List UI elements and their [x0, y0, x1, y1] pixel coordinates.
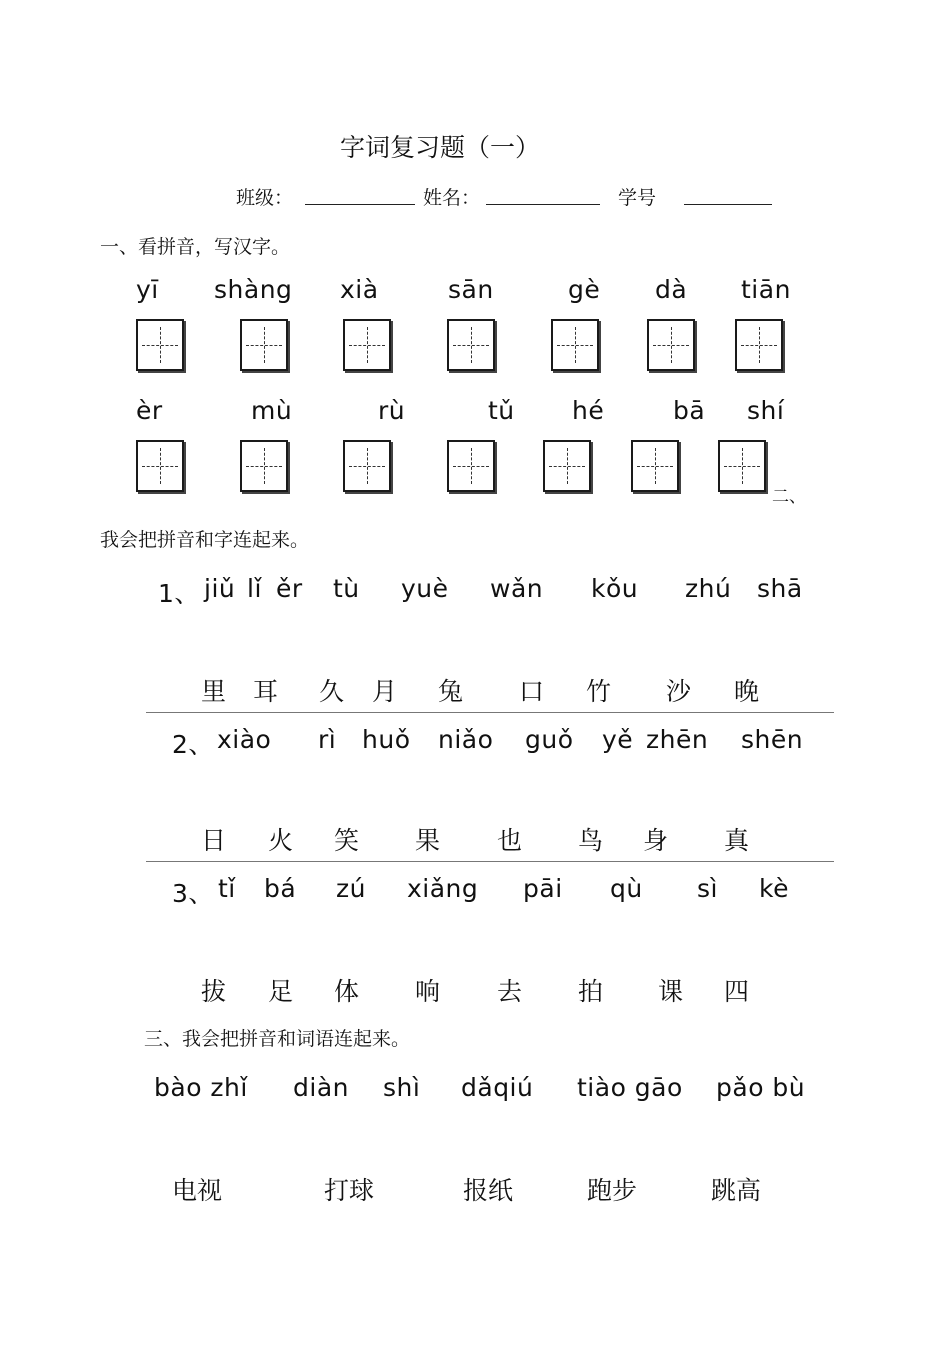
pinyin: bá	[264, 874, 297, 903]
hanzi: 果	[415, 826, 441, 855]
word: 跑步	[587, 1176, 638, 1205]
hanzi: 月	[372, 677, 398, 706]
pinyin: tiào gāo	[577, 1073, 683, 1102]
hanzi: 鸟	[578, 826, 604, 855]
divider	[146, 712, 834, 713]
pinyin: xiǎng	[407, 874, 479, 903]
hanzi: 兔	[438, 677, 464, 706]
pinyin: tù	[333, 574, 360, 603]
name-field[interactable]	[486, 204, 600, 205]
hanzi: 笑	[334, 826, 360, 855]
pinyin: jiǔ	[204, 574, 236, 603]
name-label: 姓名：	[423, 187, 481, 209]
pinyin: kǒu	[591, 574, 639, 603]
pinyin: zhēn	[646, 725, 709, 754]
pinyin: shā	[757, 574, 803, 603]
hanzi: 耳	[253, 677, 279, 706]
hanzi: 响	[415, 977, 441, 1006]
pinyin: xiào	[217, 725, 272, 754]
pinyin: rù	[378, 396, 406, 425]
divider	[146, 861, 834, 862]
hanzi: 拍	[578, 977, 604, 1006]
hanzi: 晚	[734, 677, 760, 706]
pinyin: ěr	[276, 574, 303, 603]
pinyin: sì	[697, 874, 718, 903]
pinyin: zhú	[685, 574, 732, 603]
pinyin: kè	[759, 874, 789, 903]
hanzi: 拔	[201, 977, 227, 1006]
pinyin: mù	[251, 396, 293, 425]
class-label: 班级：	[236, 187, 294, 209]
hanzi: 久	[319, 677, 345, 706]
pinyin: huǒ	[362, 725, 411, 754]
writing-grid[interactable]	[735, 319, 783, 371]
hanzi: 去	[497, 977, 523, 1006]
pinyin: qù	[610, 874, 643, 903]
word: 跳高	[711, 1176, 762, 1205]
pinyin: bào zhǐ	[154, 1073, 248, 1102]
student-id-field[interactable]	[684, 204, 772, 205]
writing-grid[interactable]	[718, 440, 766, 492]
writing-grid[interactable]	[240, 319, 288, 371]
pinyin: yī	[136, 275, 159, 304]
pinyin: shàng	[214, 275, 293, 304]
writing-grid[interactable]	[240, 440, 288, 492]
hanzi: 真	[724, 826, 750, 855]
hanzi: 身	[643, 826, 669, 855]
writing-grid[interactable]	[551, 319, 599, 371]
hanzi: 火	[268, 826, 294, 855]
pinyin: tǔ	[488, 396, 515, 425]
section2-heading: 我会把拼音和字连起来。	[100, 529, 310, 551]
hanzi: 里	[201, 677, 227, 706]
hanzi: 竹	[586, 677, 612, 706]
hanzi: 也	[497, 826, 523, 855]
writing-grid[interactable]	[343, 440, 391, 492]
pinyin: hé	[572, 396, 605, 425]
writing-grid[interactable]	[647, 319, 695, 371]
item-number: 1、	[158, 579, 200, 608]
pinyin: yě	[602, 725, 634, 754]
writing-grid[interactable]	[447, 440, 495, 492]
writing-grid[interactable]	[543, 440, 591, 492]
pinyin: zú	[336, 874, 366, 903]
pinyin: dǎqiú	[461, 1073, 534, 1102]
hanzi: 课	[658, 977, 684, 1006]
pinyin: diàn	[293, 1073, 349, 1102]
class-field[interactable]	[305, 204, 415, 205]
hanzi: 体	[334, 977, 360, 1006]
writing-grid[interactable]	[631, 440, 679, 492]
pinyin: pāi	[523, 874, 563, 903]
pinyin: tiān	[741, 275, 791, 304]
pinyin: dà	[655, 275, 688, 304]
pinyin: shí	[747, 396, 785, 425]
hanzi: 沙	[666, 677, 692, 706]
word: 报纸	[463, 1176, 514, 1205]
student-id-label: 学号	[618, 187, 657, 209]
writing-grid[interactable]	[136, 319, 184, 371]
pinyin: shēn	[741, 725, 804, 754]
hanzi: 四	[724, 977, 750, 1006]
pinyin: guǒ	[525, 725, 574, 754]
pinyin: gè	[568, 275, 601, 304]
pinyin: tǐ	[218, 874, 236, 903]
pinyin: èr	[136, 396, 163, 425]
pinyin: bā	[673, 396, 706, 425]
pinyin: wǎn	[490, 574, 544, 603]
page-title: 字词复习题（一）	[339, 133, 540, 162]
pinyin: pǎo bù	[716, 1073, 806, 1102]
pinyin: rì	[318, 725, 337, 754]
section2-prefix: 二、	[772, 487, 806, 507]
item-number: 3、	[172, 879, 214, 908]
word: 打球	[324, 1176, 375, 1205]
writing-grid[interactable]	[343, 319, 391, 371]
pinyin: niǎo	[438, 725, 494, 754]
pinyin: lǐ	[247, 574, 262, 603]
item-number: 2、	[172, 730, 214, 759]
word: 电视	[172, 1176, 223, 1205]
hanzi: 足	[268, 977, 294, 1006]
section3-heading: 三、我会把拼音和词语连起来。	[144, 1028, 411, 1050]
pinyin: xià	[340, 275, 379, 304]
writing-grid[interactable]	[447, 319, 495, 371]
pinyin: shì	[383, 1073, 421, 1102]
hanzi: 日	[201, 826, 227, 855]
pinyin: yuè	[401, 574, 449, 603]
hanzi: 口	[519, 677, 545, 706]
pinyin: sān	[448, 275, 494, 304]
writing-grid[interactable]	[136, 440, 184, 492]
section1-heading: 一、看拼音，写汉字。	[100, 236, 291, 258]
